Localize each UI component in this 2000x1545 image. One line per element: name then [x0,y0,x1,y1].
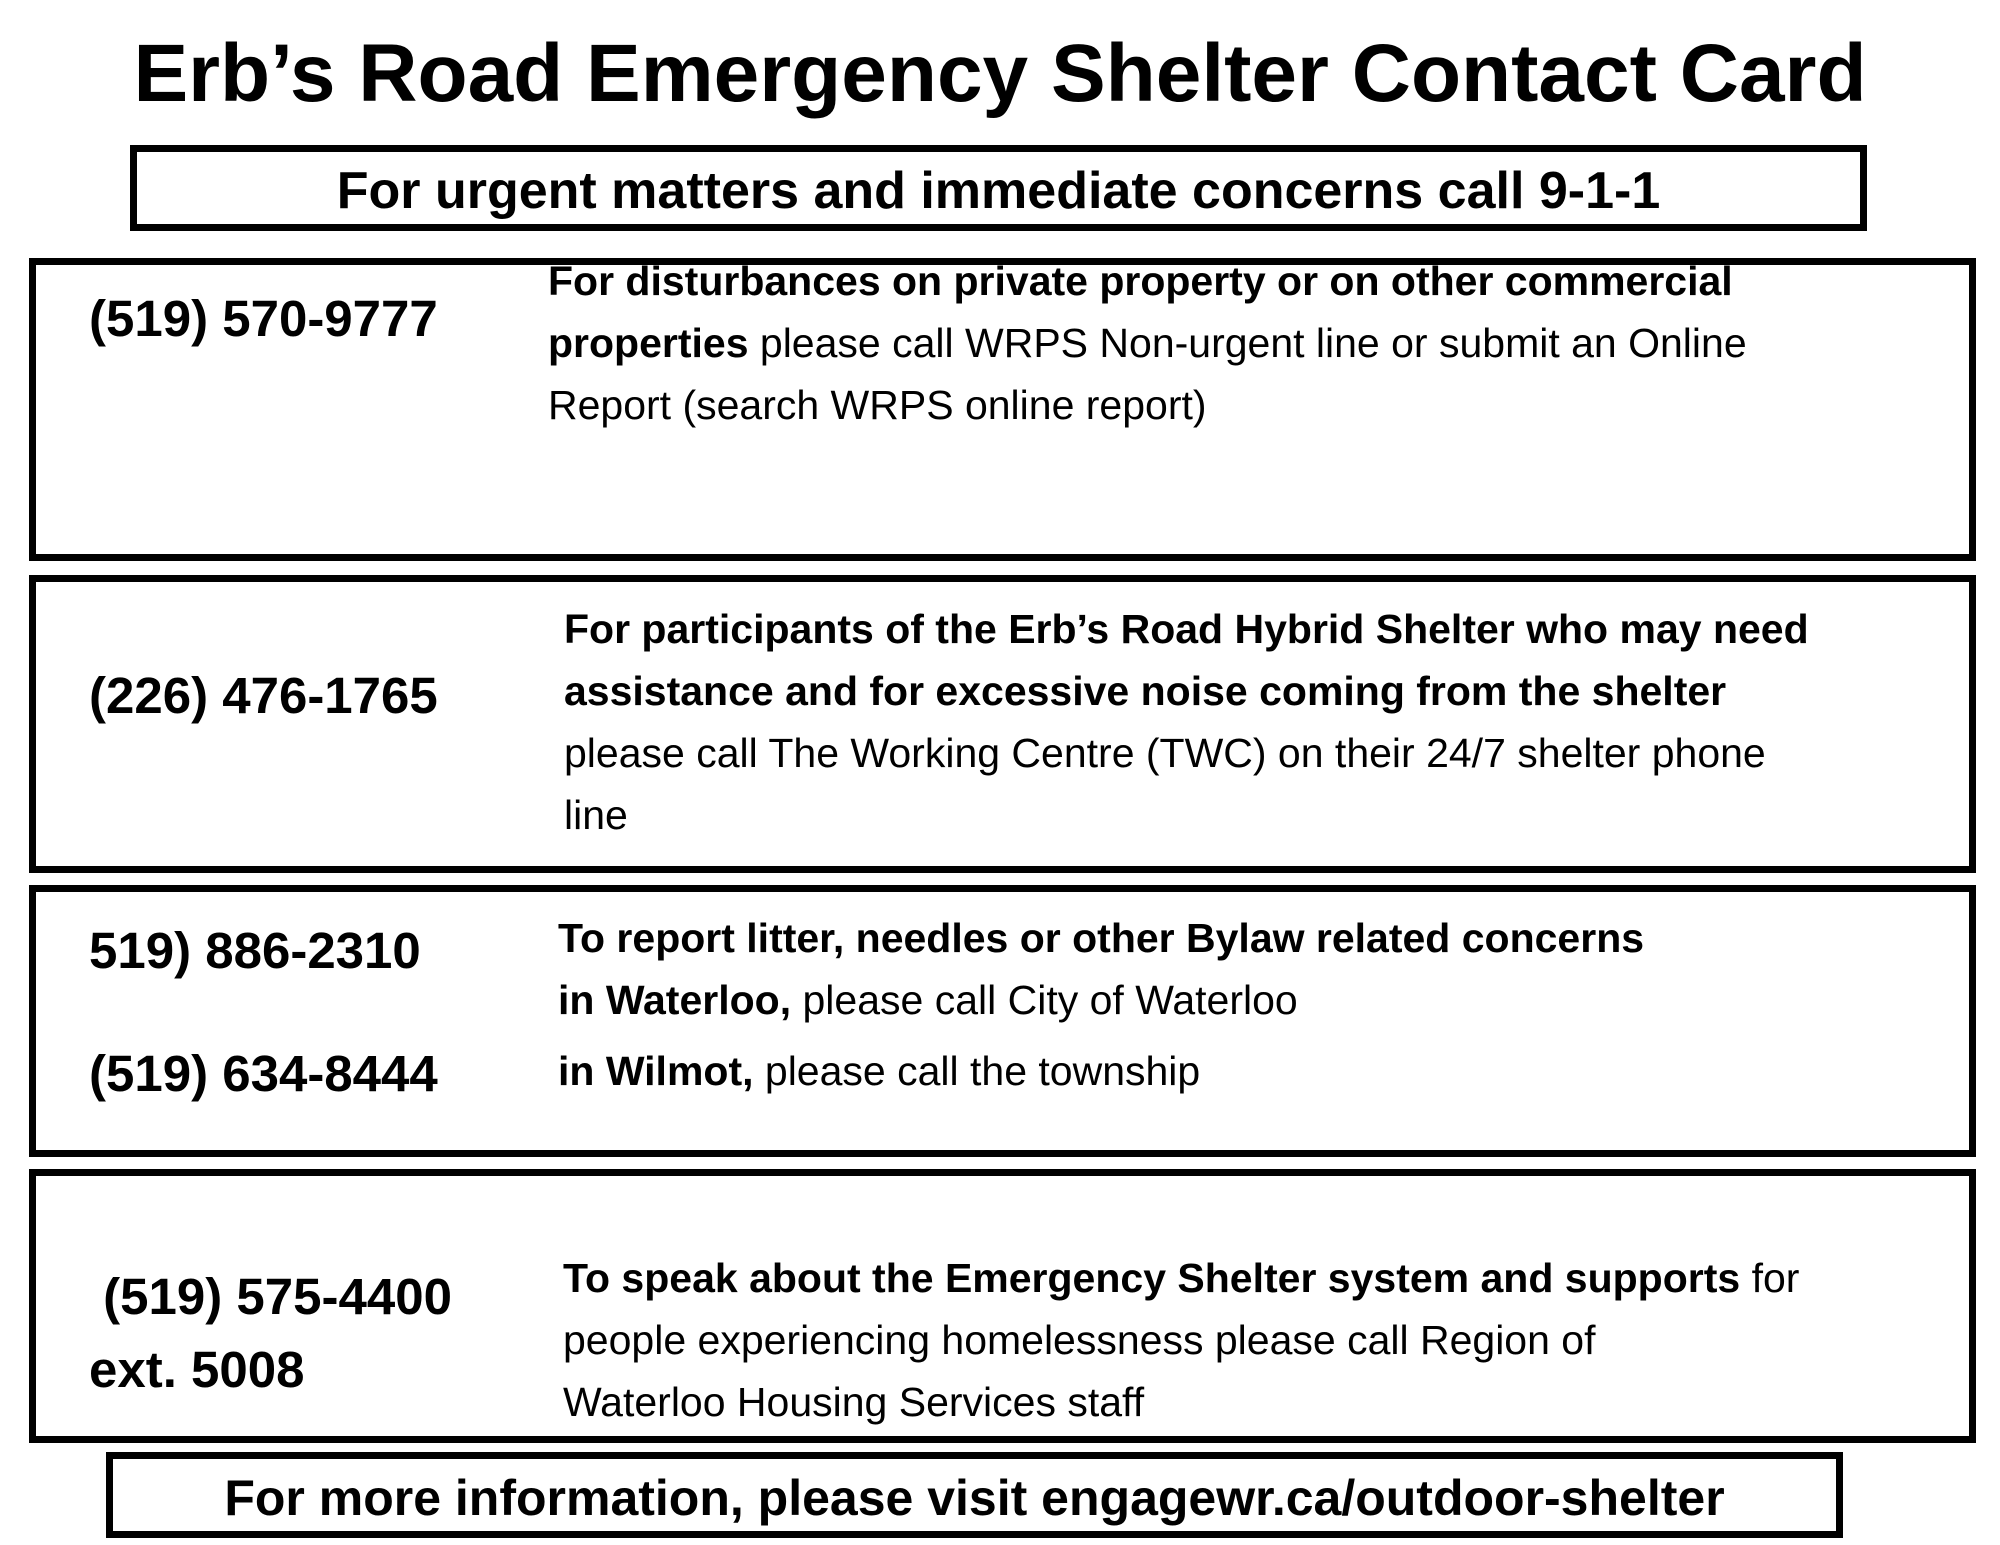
description-line: Report (search WRPS online report) [548,382,1207,428]
description-line: people experiencing homelessness please call Region of [563,1317,1596,1363]
description-line: To speak about the Emergency Shelter system and supports for [563,1255,1800,1301]
phone-extension: ext. 5008 [89,1341,305,1398]
contact-description [564,598,1964,846]
description-line: line [564,792,628,838]
phone-number[interactable]: (519) 570-9777 [89,290,438,347]
contact-description [558,907,1958,1102]
description-line: please call The Working Centre (TWC) on their 24/7 shelter phone [564,730,1766,776]
contact-description [563,1247,1963,1433]
footer-info-box [106,1452,1843,1538]
phone-number[interactable]: (226) 476-1765 [89,667,438,724]
description-line: For participants of the Erb’s Road Hybrid Shelter who may need [564,606,1809,652]
contact-card-region [29,1169,1976,1443]
contact-card-wrps [29,258,1976,561]
urgent-notice-text: For urgent matters and immediate concerns call 9-1-1 [336,162,1661,220]
description-line: in Waterloo, please call City of Waterloo [558,977,1298,1023]
description-line: properties please call WRPS Non-urgent line or submit an Online [548,320,1747,366]
description-line: For disturbances on private property or on other commercial [548,258,1733,304]
phone-number[interactable]: (519) 575-4400 [89,1268,452,1325]
description-line: in Wilmot, please call the township [558,1048,1201,1094]
description-line: Waterloo Housing Services staff [563,1379,1145,1425]
urgent-notice-box [130,145,1867,231]
page-title: Erb’s Road Emergency Shelter Contact Card [133,28,1867,119]
phone-number-wilmot[interactable]: (519) 634-8444 [89,1045,438,1102]
description-line: To report litter, needles or other Bylaw related concerns [558,915,1645,961]
phone-number-waterloo[interactable]: 519) 886-2310 [89,922,421,979]
contact-description [548,250,1938,436]
footer-info-link[interactable]: For more information, please visit engagewr.ca/outdoor-shelter [224,1470,1725,1526]
contact-card-twc [29,575,1976,873]
contact-card-bylaw [29,885,1976,1157]
description-line: assistance and for excessive noise coming from the shelter [564,668,1727,714]
